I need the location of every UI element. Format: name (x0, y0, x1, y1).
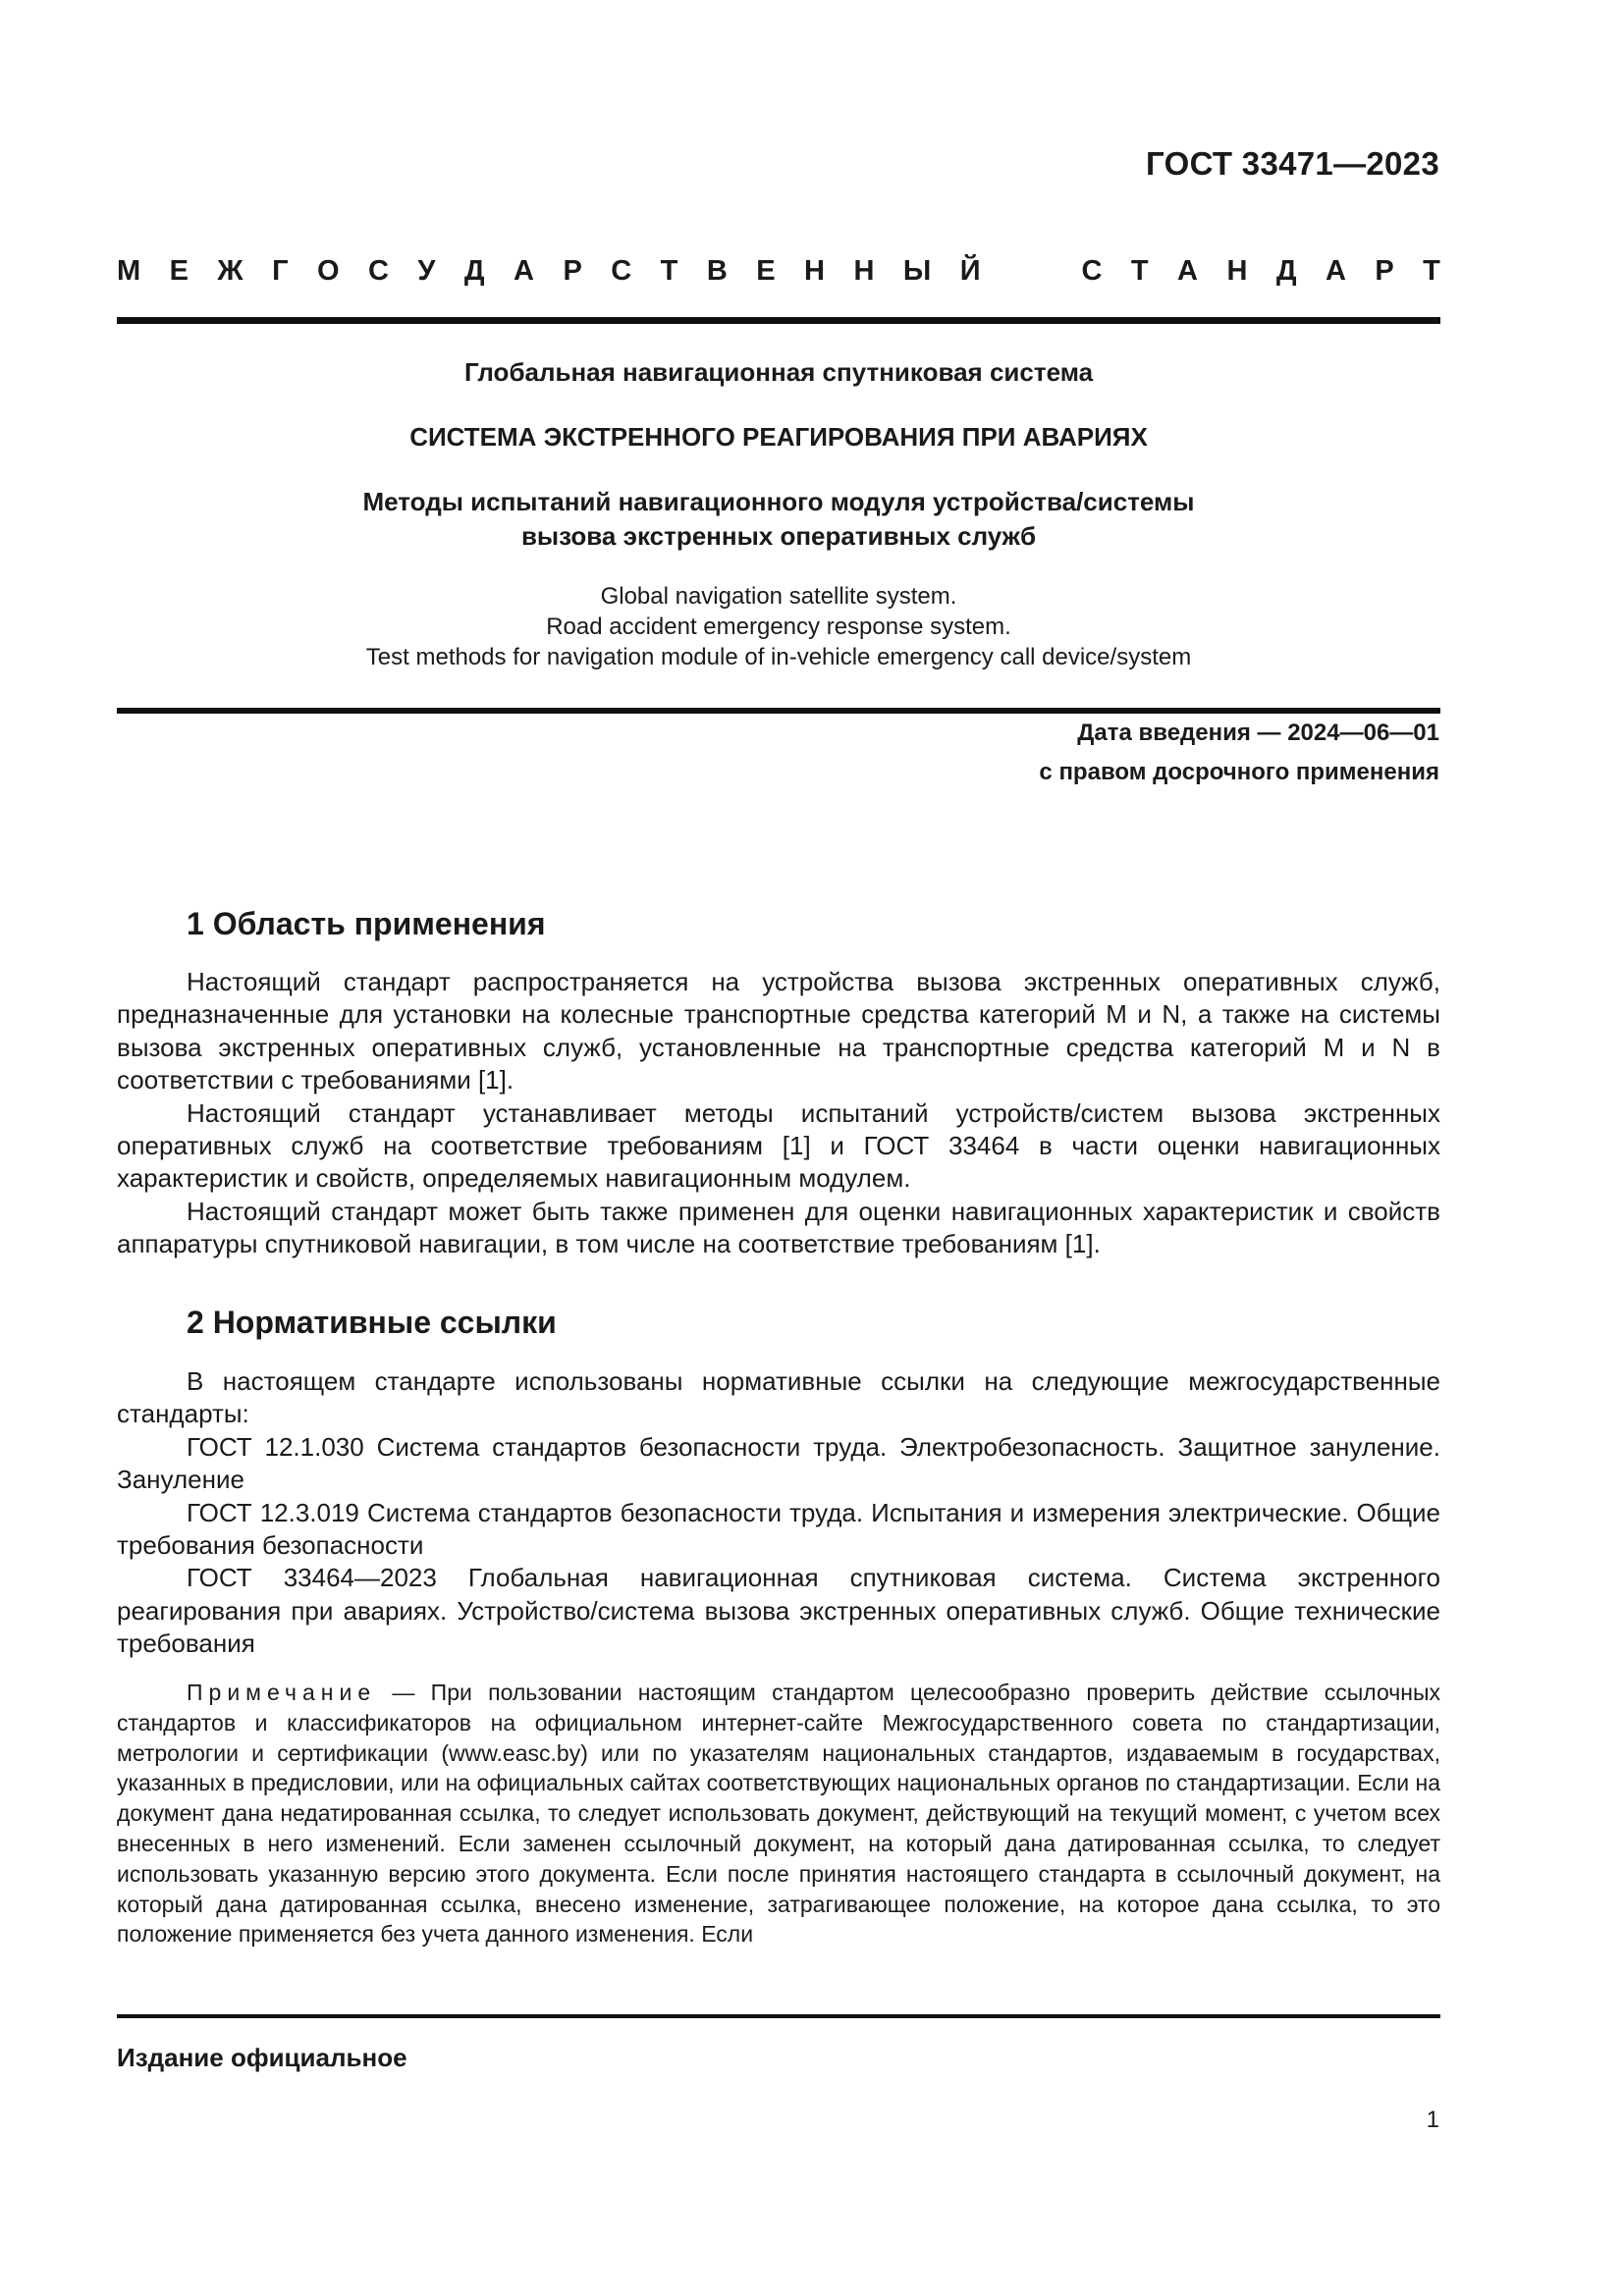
banner-letter: Ж (217, 254, 244, 287)
banner-letter: У (417, 254, 436, 287)
title-divider (117, 708, 1440, 714)
banner-letter: М (117, 254, 141, 287)
banner-letter: Г (272, 254, 289, 287)
banner-letter: Е (169, 254, 189, 287)
paragraph: В настоящем стандарте использованы нормативные ссылки на следующие межгосударственные стандарты: (117, 1366, 1440, 1429)
section-2-heading: 2 Нормативные ссылки (187, 1305, 557, 1340)
banner-letter: А (514, 254, 534, 287)
page-number: 1 (1426, 2107, 1439, 2133)
banner-letter: Р (563, 254, 582, 287)
banner-letter: Ы (902, 254, 932, 287)
english-title-line: Test methods for navigation module of in-vehicle emergency call device/system (365, 644, 1192, 670)
paragraph: Настоящий стандарт может быть также применен для оценки навигационных характеристик и свойств аппаратуры спутниковой навигации, в том числе на соответствие требованиям [1]. (117, 1196, 1440, 1259)
banner-letter: Д (1275, 254, 1297, 287)
banner-letter: В (706, 254, 728, 287)
document-number: ГОСТ 33471—2023 (1146, 145, 1439, 182)
banner-letter: О (317, 254, 340, 287)
english-title-line: Road accident emergency response system. (546, 614, 1011, 640)
banner-letter: Т (1130, 254, 1149, 287)
banner-letter: Н (853, 254, 875, 287)
reference-item: ГОСТ 33464—2023 Глобальная навигационная спутниковая система. Система экстренного реагирования при авариях. Устройство/система вызова экстренных оперативных служб. Общие технические требования (117, 1563, 1440, 1659)
title-subtitle-line: вызова экстренных оперативных служб (520, 521, 1037, 551)
banner-letter: С (1081, 254, 1103, 287)
section-2-body (117, 1365, 1440, 1661)
banner-letter: А (1325, 254, 1346, 287)
banner-letter: Т (1423, 254, 1440, 287)
banner-letter: Н (1226, 254, 1248, 287)
banner-letter: А (1177, 254, 1198, 287)
note-text: — При пользовании настоящим стандартом целесообразно проверить действие ссылочных стандартов и классификаторов на официальном интернет-сайте Межгосударственного совета по стандартизации, метрологии и сертификации (www.easc.by) или по указателям национальных стандартов, издаваемым в государствах, указанных в предисловии, или на официальных сайтах соответствующих национальных органов по стандартизации. Если на документ дана недатированная ссылка, то следует использовать документ, действующий на текущий момент, с учетом всех внесенных в него изменений. Если заменен ссылочный документ, на который дана датированная ссылка, то следует использовать указанную версию этого документа. Если после принятия настоящего стандарта в ссылочный документ, на который дана датированная ссылка, внесено изменение, затрагивающее положение, на которое дана ссылка, то это положение применяется без учета данного изменения. Если (117, 1680, 1440, 1948)
banner-letter: Д (463, 254, 485, 287)
banner-letter: Е (756, 254, 776, 287)
introduction-date: Дата введения — 2024—06—01 (1077, 720, 1439, 746)
section-1-body (117, 966, 1440, 1261)
reference-item: ГОСТ 12.1.030 Система стандартов безопасности труда. Электробезопасность. Защитное зануление. Зануление (117, 1431, 1440, 1495)
early-application-note: с правом досрочного применения (1039, 759, 1439, 785)
section-1-heading: 1 Область применения (187, 906, 546, 941)
paragraph: Настоящий стандарт устанавливает методы испытаний устройств/систем вызова экстренных оперативных служб на соответствие требованиям [1] и ГОСТ 33464 в части оценки навигационных характеристик и свойств, определяемых навигационным модулем. (117, 1097, 1440, 1194)
banner-letter: Т (660, 254, 678, 287)
reference-item: ГОСТ 12.3.019 Система стандартов безопасности труда. Испытания и измерения электрические. Общие требования безопасности (117, 1497, 1440, 1561)
note-label: Примечание (187, 1680, 377, 1705)
banner-letter: Й (959, 254, 981, 287)
banner-letter: С (611, 254, 632, 287)
official-edition-label: Издание официальное (117, 2043, 407, 2072)
title-subtitle (117, 485, 1440, 554)
banner-letter: Р (1375, 254, 1394, 287)
english-title (117, 581, 1440, 672)
title-main: СИСТЕМА ЭКСТРЕННОГО РЕАГИРОВАНИЯ ПРИ АВАРИЯХ (409, 422, 1148, 452)
header-divider (117, 317, 1440, 324)
title-subtitle-line: Методы испытаний навигационного модуля устройства/системы (362, 487, 1195, 516)
banner-letter: С (368, 254, 389, 287)
banner-letter: Н (804, 254, 825, 287)
reference-note (117, 1678, 1440, 1949)
footer-divider (117, 2014, 1440, 2018)
standard-banner (117, 251, 1440, 291)
paragraph: Настоящий стандарт распространяется на устройства вызова экстренных оперативных служб, предназначенные для установки на колесные транспортные средства категорий М и N, а также на системы вызова экстренных оперативных служб, установленные на транспортные средства категорий М и N в соответствии с требованиями [1]. (117, 967, 1440, 1095)
title-system: Глобальная навигационная спутниковая система (463, 357, 1094, 387)
english-title-line: Global navigation satellite system. (600, 583, 957, 610)
